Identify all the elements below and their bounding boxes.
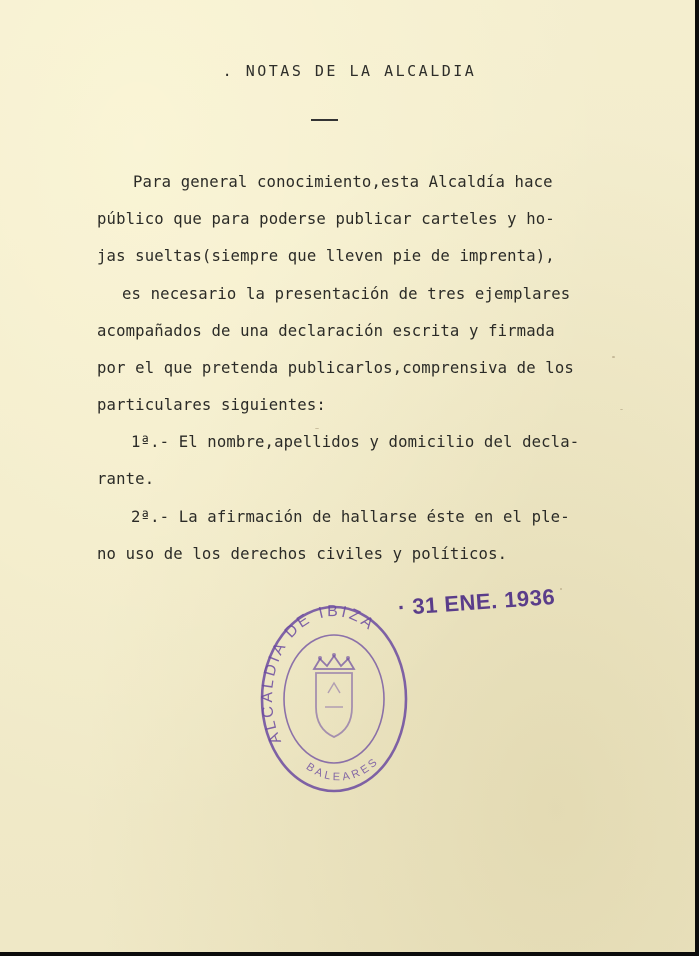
document-title: . NOTAS DE LA ALCALDIA [222, 62, 477, 80]
text-line-2: público que para poderse publicar carteles y ho- [97, 210, 555, 228]
title-underline [311, 119, 338, 121]
text-line-9: rante. [97, 470, 155, 488]
seal-subtext: BALEARES [303, 754, 382, 784]
paper-speck [620, 409, 623, 410]
text-line-5: acompañados de una declaración escrita y firmada [97, 322, 555, 340]
date-stamp: · 31 ENE. 1936 [397, 584, 556, 620]
paper-speck [612, 356, 615, 358]
text-line-11: no uso de los derechos civiles y políticos. [97, 545, 508, 563]
text-line-3: jas sueltas(siempre que lleven pie de imprenta), [97, 247, 555, 265]
text-line-6: por el que pretenda publicarlos,comprensiva de los [97, 359, 574, 377]
paper-speck [315, 428, 319, 429]
seal-text: ALCALDIA DE IBIZA [258, 603, 379, 747]
paper-speck [560, 588, 562, 590]
text-line-4: es necesario la presentación de tres ejemplares [122, 285, 571, 303]
text-line-8: 1ª.- El nombre,apellidos y domicilio del decla- [131, 433, 580, 451]
text-line-7: particulares siguientes: [97, 396, 326, 414]
text-line-1: Para general conocimiento,esta Alcaldía hace [133, 173, 553, 191]
alcaldia-seal [258, 603, 410, 795]
text-line-10: 2ª.- La afirmación de hallarse éste en el ple- [131, 508, 570, 526]
